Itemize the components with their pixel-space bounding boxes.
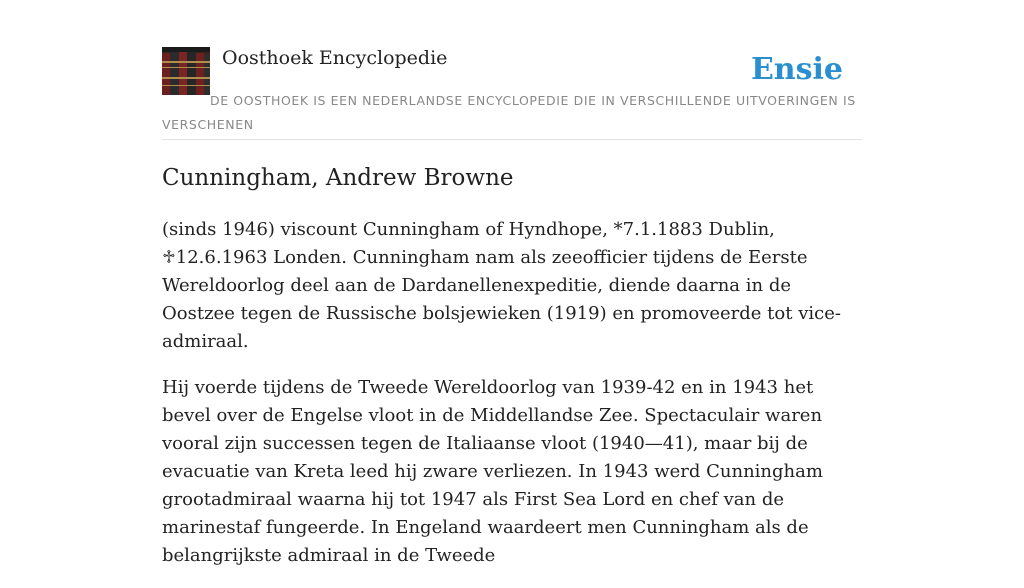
article-title: Cunningham, Andrew Browne — [162, 165, 514, 191]
header-divider — [162, 139, 862, 140]
encyclopedia-books-icon — [162, 47, 210, 95]
site-tagline: DE OOSTHOEK IS EEN NEDERLANDSE ENCYCLOPEDIE DIE IN VERSCHILLENDE UITVOERINGEN IS VERSCHENEN — [162, 93, 856, 132]
article-paragraph: (sinds 1946) viscount Cunningham of Hyndhope, *7.1.1883 Dublin, ♱12.6.1963 Londen. Cunningham nam als zeeofficier tijdens de Eerste Wereldoorlog deel aan de Dardanellenexpeditie, diende daarna in de Oostzee tegen de Russische bolsjewieken (1919) en promoveerde tot vice-admiraal. — [162, 219, 841, 352]
brand-logo[interactable]: Ensie — [750, 52, 843, 87]
site-title[interactable]: Oosthoek Encyclopedie — [222, 47, 448, 69]
avatar[interactable] — [162, 47, 210, 95]
article-body — [162, 216, 862, 588]
article-paragraph: Hij voerde tijdens de Tweede Wereldoorlog van 1939-42 en in 1943 het bevel over de Engelse vloot in de Middellandse Zee. Spectaculair waren vooral zijn successen tegen de Italiaanse vloot (1940—41), maar bij de evacuatie van Kreta leed hij zware verliezen. In 1943 werd Cunningham grootadmiraal waarna hij tot 1947 als First Sea Lord en chef van de marinestaf fungeerde. In Engeland waardeert men Cunningham als de belangrijkste admiraal in de Tweede — [162, 377, 823, 566]
